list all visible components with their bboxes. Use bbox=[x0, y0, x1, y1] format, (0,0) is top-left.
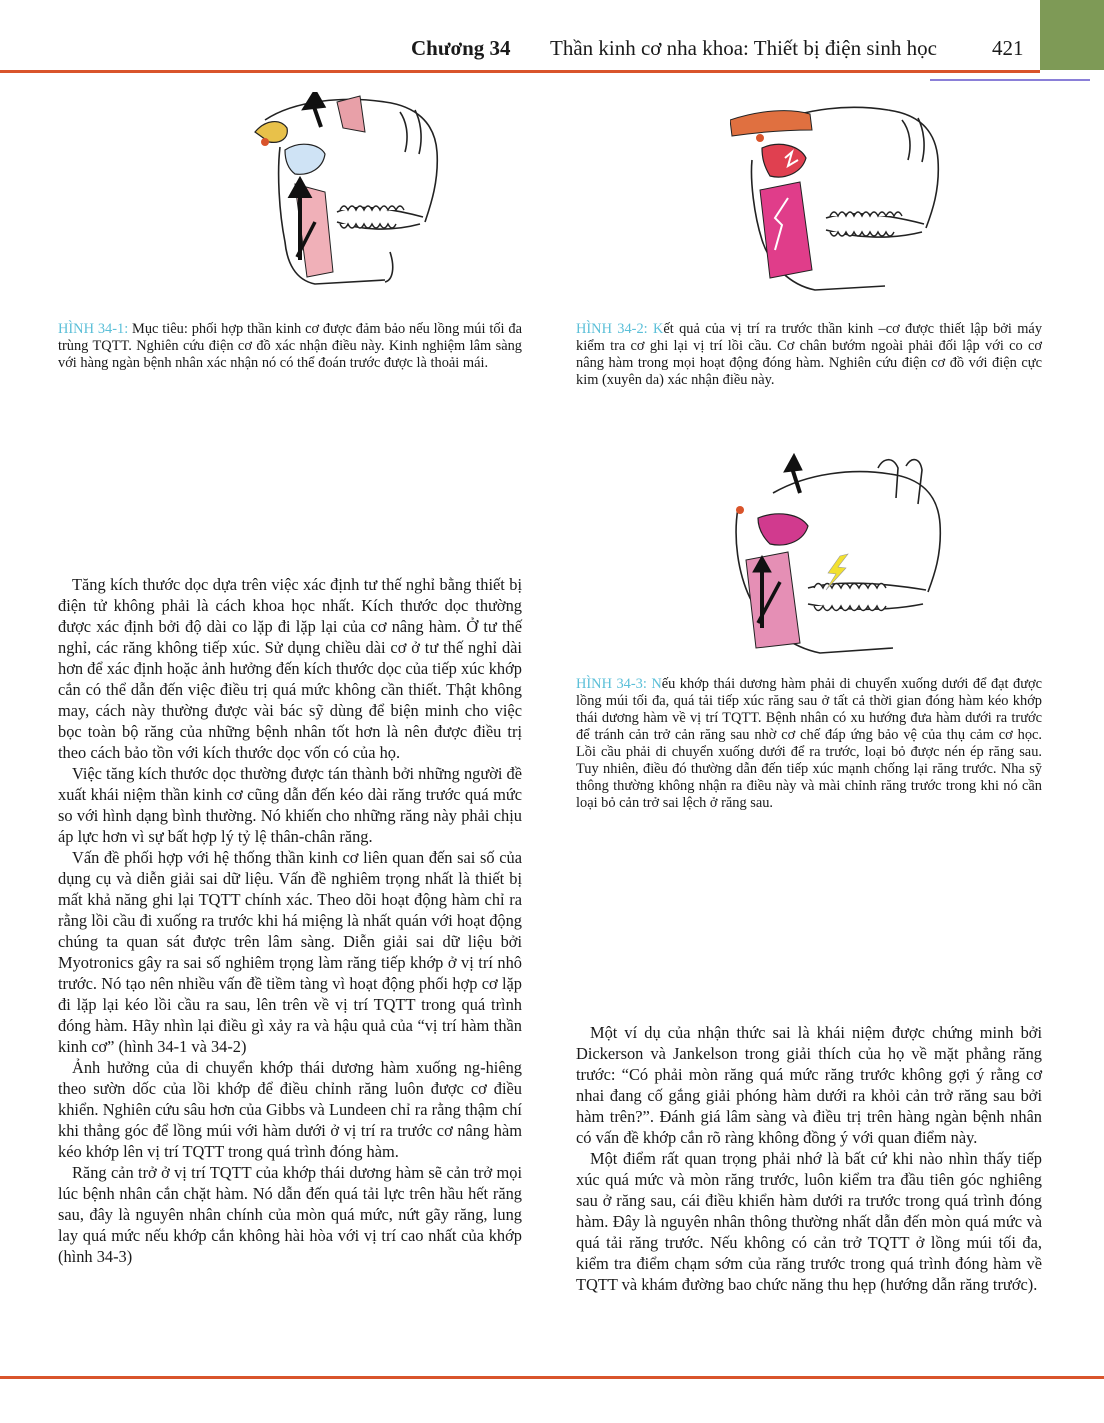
body-paragraph: Tăng kích thước dọc dựa trên việc xác định tư thế nghỉ bằng thiết bị điện tử không phải là cách khoa học nhất. Kích thước dọc thường được xác định bởi độ dài co lặp đi lặp lại của cơ nâng hàm. Ở tư thế nghỉ, các răng không tiếp xúc. Sử dụng chiều dài cơ ở tư thế nghỉ dài hơn để xác định hoặc ảnh hưởng đến kích thước dọc của tiếp xúc khớp cắn có thể dẫn đến việc điều trị quá mức không cần thiết. Thật không may, cách này thường được vài bác sỹ dùng để biện minh cho việc bọc toàn bộ răng của những bệnh nhân tốt hơn là nên được điều trị theo cách bảo tồn với kích thước dọc vốn có của họ. bbox=[58, 575, 522, 762]
page-number: 421 bbox=[992, 36, 1024, 60]
header-rule bbox=[0, 70, 1040, 73]
chapter-title: Thần kinh cơ nha khoa: Thiết bị điện sinh học bbox=[550, 36, 937, 60]
figure-34-1-caption bbox=[58, 321, 522, 372]
figure-34-2-caption bbox=[576, 321, 1042, 389]
right-column-text bbox=[576, 1022, 1042, 1295]
left-column-text bbox=[58, 574, 522, 1267]
footer-rule bbox=[0, 1376, 1104, 1379]
body-paragraph: Việc tăng kích thước dọc thường được tán thành bởi những người đề xuất khái niệm thần kinh cơ cũng dẫn đến kéo dài răng trước quá mức so với hình dạng bình thường. Nó khiến cho những răng này phải chịu áp lực hơn vì sự bất hợp lý tỷ lệ thân-chân răng. bbox=[58, 764, 523, 846]
figure-34-1-label: HÌNH 34-1: bbox=[58, 321, 129, 337]
body-paragraph: Một ví dụ của nhận thức sai là khái niệm được chứng minh bởi Dickerson và Jankelson trong giải thích của họ về mặt phẳng răng trước: “Có phải mòn răng quá mức răng trước không gợi ý rằng cơ nhai đang cố gắng giải phóng hàm dưới ra khỏi cản trở răng sau bởi hàm trên?”. Đánh giá lâm sàng và điều trị trên hàng ngàn bệnh nhân có vấn đề khớp cắn rõ ràng không đồng ý với quan điểm này. bbox=[576, 1023, 1042, 1147]
figure-34-2-label: HÌNH 34-2: K bbox=[576, 321, 664, 337]
body-paragraph: Răng cản trở ở vị trí TQTT của khớp thái dương hàm sẽ cản trở mọi lúc bệnh nhân cắn chặt hàm. Nó dẫn đến quá tải lực trên hầu hết răng sau, đây là nguyên nhân chính của mòn quá mức, nứt gãy răng, lung lay quá mức nếu khớp cắn không hài hòa với vị trí cao nhất của khớp (hình 34-3) bbox=[58, 1163, 522, 1266]
figure-34-3-illustration bbox=[728, 448, 953, 658]
chapter-label: Chương 34 bbox=[411, 36, 511, 60]
figure-34-3-label: HÌNH 34-3: N bbox=[576, 676, 662, 692]
body-paragraph: Vấn đề phối hợp với hệ thống thần kinh cơ liên quan đến sai số của dụng cụ và diễn giải sai dữ liệu. Vấn đề nghiêm trọng nhất là thiết bị mất khả năng ghi lại TQTT chính xác. Theo dõi hoạt động hàm chỉ ra rằng lồi cầu đi xuống ra trước khi há miệng là nhất quán với hoạt động chúng ta quan sát được trên lâm sàng. Diễn giải sai dữ liệu bởi Myotronics gây ra sai số nghiêm trọng làm răng tiếp khớp ở vị trí nhô trước. Nó tạo nên nhiều vấn đề tiềm tàng vì hoạt động phối hợp cơ lặp đi lặp lại kéo lồi cầu ra sau, lên trên về vị trí TQTT trong quá trình đóng hàm. Hãy nhìn lại điều gì xảy ra và hậu quả của “vị trí hàm thần kinh cơ” (hình 34-1 và 34-2) bbox=[58, 848, 522, 1056]
figure-34-3-caption bbox=[576, 676, 1042, 812]
chapter-tab bbox=[1040, 0, 1104, 70]
figure-34-1-illustration bbox=[225, 92, 450, 292]
figure-34-1-text: Mục tiêu: phối hợp thần kinh cơ được đảm bảo nếu lồng múi tối đa trùng TQTT. Nghiên cứu điện cơ đồ xác nhận điều này. Kinh nghiệm lâm sàng với hàng ngàn bệnh nhân xác nhận nó có thể đoán trước được là thoải mái. bbox=[58, 321, 522, 371]
accent-rule bbox=[930, 79, 1090, 81]
figure-34-2-illustration bbox=[730, 100, 950, 295]
figure-34-3-text: ếu khớp thái dương hàm phải di chuyển xuống dưới để đạt được lồng múi tối đa, quá tải tiếp xúc răng sau ở tất cả thời gian đóng hàm kéo khớp thái dương hàm về vị trí TQTT. Bệnh nhân có xu hướng đưa hàm dưới ra trước để tránh cản trở cản răng sau nhờ cơ chế đáp ứng bảo vệ của thụ cảm cơ học. Lồi cầu phải di chuyển xuống dưới để ra trước, loại bỏ được nén ép răng sau. Tuy nhiên, điều đó thường dẫn đến tiếp xúc mạnh chống lại răng trước. Nha sỹ thông thường không nhận ra điều này và mài chỉnh răng trước trong khi nó cần loại bỏ cản trở sai lệch ở răng sau. bbox=[576, 676, 1043, 811]
body-paragraph: Một điểm rất quan trọng phải nhớ là bất cứ khi nào nhìn thấy tiếp xúc quá mức và mòn răng trước, luôn kiểm tra đầu tiên góc nghiêng sau ở răng sau, cái điều khiển hàm dưới ra trước trong quá trình đóng hàm. Đây là nguyên nhân thông thường nhất dẫn đến mòn quá mức và quá tải răng trước. Nếu không có cản trở TQTT ở lồng múi tối đa, kiểm tra điểm chạm sớm của răng trước trong quá trình đóng hàm về TQTT và khám đường bao chức năng thu hẹp (hướng dẫn răng trước). bbox=[576, 1149, 1042, 1294]
page-header bbox=[0, 36, 1040, 66]
figure-34-2-text: ết quả của vị trí ra trước thần kinh –cơ được thiết lập bởi máy kiểm tra cơ ghi lại vị trí lồi cầu. Cơ chân bướm ngoài phải đối lập với co cơ nâng hàm trong mọi hoạt động đóng hàm. Nghiên cứu điện cơ đồ với điện cực kim (xuyên da) xác nhận điều này. bbox=[576, 321, 1043, 388]
body-paragraph: Ảnh hưởng của di chuyển khớp thái dương hàm xuống ng-hiêng theo sườn dốc của lồi khớp để điều chỉnh răng luôn được cơ điều khiển. Nghiên cứu sâu hơn của Gibbs và Lundeen chỉ ra rằng thậm chí khi thẳng góc để lồng múi với hàm dưới ở vị trí ra trước cơ nâng hàm kéo khớp lên vị trí TQTT trong quá trình đóng hàm. bbox=[58, 1058, 522, 1161]
